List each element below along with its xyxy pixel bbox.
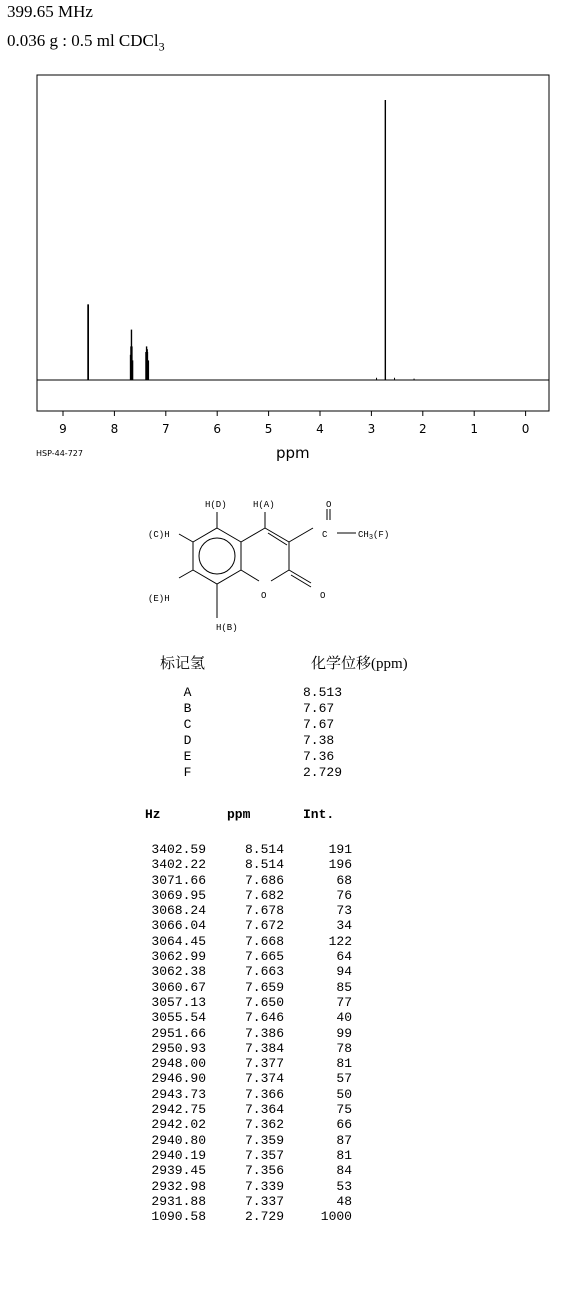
peak-int: 81 (336, 1056, 352, 1072)
peak-int: 94 (336, 964, 352, 980)
ch3-sub: 3 (368, 534, 374, 542)
bond (265, 528, 289, 542)
peak-row (130, 1148, 352, 1163)
bond (289, 570, 311, 583)
peak-ppm: 7.682 (244, 887, 284, 903)
bond (241, 570, 259, 581)
peak-group (88, 100, 414, 380)
ch3-f: (F) (373, 530, 390, 540)
label-o-top: O (326, 500, 332, 510)
assignment-row (150, 701, 393, 717)
label-hd: H(D) (205, 500, 227, 510)
assignment-label: C (183, 717, 192, 732)
assignment-shift: 2.729 (303, 765, 343, 780)
peak-hz: 2932.98 (151, 1178, 206, 1194)
peak-int: 75 (336, 1102, 352, 1118)
label-o-right: O (320, 591, 326, 601)
peak-row (130, 934, 352, 949)
peak-int: 64 (336, 949, 352, 965)
peak-ppm: 7.646 (244, 1010, 284, 1026)
x-axis-ticks (59, 411, 529, 436)
peak-ppm: 7.377 (244, 1056, 284, 1072)
assignment-shift: 7.38 (303, 733, 335, 748)
peak-row (130, 842, 352, 857)
peak-hz: 2940.80 (151, 1132, 206, 1148)
x-tick-label: 5 (264, 422, 273, 436)
peak-hz: 2940.19 (151, 1147, 206, 1163)
peak-int: 77 (336, 994, 352, 1010)
x-tick-label: 6 (213, 422, 222, 436)
peak-int: 191 (328, 842, 352, 857)
structure-bonds (179, 509, 356, 618)
assignment-label: B (183, 701, 192, 716)
peak-ppm: 7.672 (244, 918, 284, 934)
x-tick-label: 9 (59, 422, 67, 436)
benzene-ring (193, 528, 241, 584)
label-c-left: C (322, 530, 328, 540)
header-ppm: ppm (227, 807, 251, 822)
assignment-label: D (183, 733, 192, 748)
assignment-label: F (183, 765, 192, 780)
peak-ppm: 7.359 (244, 1132, 284, 1148)
peak-hz: 1090.58 (151, 1209, 206, 1225)
plot-frame (37, 75, 549, 411)
peak-hz: 3068.24 (151, 903, 206, 919)
assignment-shift: 7.67 (303, 701, 335, 716)
structure-labels (148, 500, 389, 633)
peak-row (130, 1209, 352, 1224)
peak-hz: 2942.02 (151, 1117, 206, 1133)
peak-hz: 3060.67 (151, 979, 206, 995)
peak-hz: 2943.73 (151, 1086, 206, 1102)
x-tick-label: 7 (161, 422, 170, 436)
x-tick-label: 8 (110, 422, 119, 436)
x-tick-label: 1 (470, 422, 479, 436)
bond (179, 570, 193, 578)
spectrum-code: HSP-44-727 (36, 449, 83, 458)
peak-ppm: 7.356 (244, 1163, 284, 1179)
bond (241, 528, 265, 542)
peak-row (130, 1010, 352, 1025)
peak-row (130, 1117, 352, 1132)
peak-row (130, 1179, 352, 1194)
peak-hz: 2939.45 (151, 1163, 206, 1179)
peak-hz: 3064.45 (151, 933, 206, 949)
header-hz: Hz (145, 807, 161, 822)
peak-hz: 3055.54 (151, 1010, 206, 1026)
peak-int: 78 (336, 1040, 352, 1056)
header-int: Int. (303, 807, 335, 822)
peak-ppm: 7.357 (244, 1147, 284, 1163)
peak-ppm: 7.659 (244, 979, 284, 995)
peak-row (130, 1041, 352, 1056)
peak-ppm: 7.686 (244, 872, 284, 888)
peak-ppm: 7.663 (244, 964, 284, 980)
peak-int: 50 (336, 1086, 352, 1102)
peak-int: 57 (336, 1071, 352, 1087)
nmr-spectrum-chart (0, 0, 570, 470)
bond (289, 528, 313, 542)
peak-ppm: 8.514 (244, 842, 284, 857)
peak-hz: 3057.13 (151, 994, 206, 1010)
peak-int: 87 (336, 1132, 352, 1148)
peak-ppm: 2.729 (244, 1209, 284, 1225)
assignment-header-label: 标记氢 (160, 656, 206, 672)
peak-row (130, 903, 352, 918)
peak-int: 40 (336, 1010, 352, 1026)
peak-int: 196 (328, 857, 352, 873)
peak-row (130, 949, 352, 964)
peak-ppm: 7.374 (244, 1071, 284, 1087)
peak-row (130, 1194, 352, 1209)
assignment-row (150, 733, 393, 749)
peak-int: 122 (328, 933, 352, 949)
peak-int: 76 (336, 887, 352, 903)
peak-int: 34 (336, 918, 352, 934)
aromatic-circle (199, 538, 235, 574)
assignment-shift: 7.67 (303, 717, 335, 732)
label-ha: H(A) (253, 500, 275, 510)
peak-ppm: 7.362 (244, 1117, 284, 1133)
peak-row (130, 857, 352, 872)
peak-ppm: 7.665 (244, 949, 284, 965)
peak-row (130, 1071, 352, 1086)
assignment-header-shift: 化学位移(ppm) (311, 656, 408, 672)
peak-hz: 2931.88 (151, 1193, 206, 1209)
peak-ppm: 7.337 (244, 1193, 284, 1209)
spectrometer-frequency: 399.65 MHz (7, 2, 93, 21)
double-bond (291, 575, 311, 587)
sample-subscript: 3 (158, 39, 165, 54)
peak-table (130, 842, 352, 1224)
x-axis-label: ppm (276, 444, 310, 462)
peak-table-header (140, 807, 353, 822)
peak-int: 81 (336, 1147, 352, 1163)
peak-int: 73 (336, 903, 352, 919)
peak-int: 68 (336, 872, 352, 888)
peak-int: 1000 (320, 1209, 352, 1225)
peak-row (130, 1056, 352, 1071)
peak-ppm: 7.384 (244, 1040, 284, 1056)
peak-ppm: 7.364 (244, 1102, 284, 1118)
peak-int: 84 (336, 1163, 352, 1179)
x-tick-label: 3 (367, 422, 376, 436)
peak-row (130, 888, 352, 903)
peak-row (130, 873, 352, 888)
peak-int: 66 (336, 1117, 352, 1133)
peak-ppm: 7.386 (244, 1025, 284, 1041)
x-tick-label: 0 (521, 422, 530, 436)
peak-ppm: 7.668 (244, 933, 284, 949)
peak-hz: 3062.99 (151, 949, 206, 965)
label-c-h: (C)H (148, 530, 170, 540)
peak-ppm: 8.514 (244, 857, 284, 873)
peak-int: 99 (336, 1025, 352, 1041)
peak-ppm: 7.650 (244, 994, 284, 1010)
peak-hz: 3402.59 (151, 842, 206, 857)
label-o-ring: O (261, 591, 267, 601)
peak-hz: 2951.66 (151, 1025, 206, 1041)
peak-row (130, 1163, 352, 1178)
peak-hz: 2946.90 (151, 1071, 206, 1087)
peak-int: 85 (336, 979, 352, 995)
peak-row (130, 995, 352, 1010)
assignment-row (150, 749, 393, 765)
peak-row (130, 1026, 352, 1041)
assignment-label: A (183, 685, 192, 700)
peak-hz: 2948.00 (151, 1056, 206, 1072)
assignment-row (150, 717, 393, 733)
peak-row (130, 1087, 352, 1102)
peak-row (130, 964, 352, 979)
assignment-row (150, 685, 393, 701)
assignment-shift: 8.513 (303, 685, 343, 700)
peak-ppm: 7.339 (244, 1178, 284, 1194)
assignment-table (150, 685, 393, 781)
peak-hz: 2942.75 (151, 1102, 206, 1118)
assignment-row (150, 765, 393, 781)
assignment-label: E (183, 749, 192, 764)
peak-hz: 3062.38 (151, 964, 206, 980)
assignment-shift: 7.36 (303, 749, 335, 764)
bond (179, 534, 193, 542)
peak-hz: 3069.95 (151, 887, 206, 903)
peak-hz: 3071.66 (151, 872, 206, 888)
peak-ppm: 7.366 (244, 1086, 284, 1102)
x-tick-label: 4 (316, 422, 324, 436)
peak-hz: 3066.04 (151, 918, 206, 934)
peak-hz: 3402.22 (151, 857, 206, 873)
double-bond (268, 533, 287, 545)
peak-int: 48 (336, 1193, 352, 1209)
x-tick-label: 2 (418, 422, 427, 436)
sample-main-text: 0.036 g : 0.5 ml CDCl (7, 31, 159, 50)
peak-ppm: 7.678 (244, 903, 284, 919)
peak-row (130, 980, 352, 995)
bond (271, 570, 289, 581)
peak-int: 53 (336, 1178, 352, 1194)
peak-row (130, 918, 352, 933)
label-hb: H(B) (216, 623, 238, 633)
peak-row (130, 1102, 352, 1117)
peak-hz: 2950.93 (151, 1040, 206, 1056)
label-e-h: (E)H (148, 594, 170, 604)
peak-row (130, 1133, 352, 1148)
ch3-text: CH (358, 530, 369, 540)
label-ch3 (358, 530, 389, 542)
